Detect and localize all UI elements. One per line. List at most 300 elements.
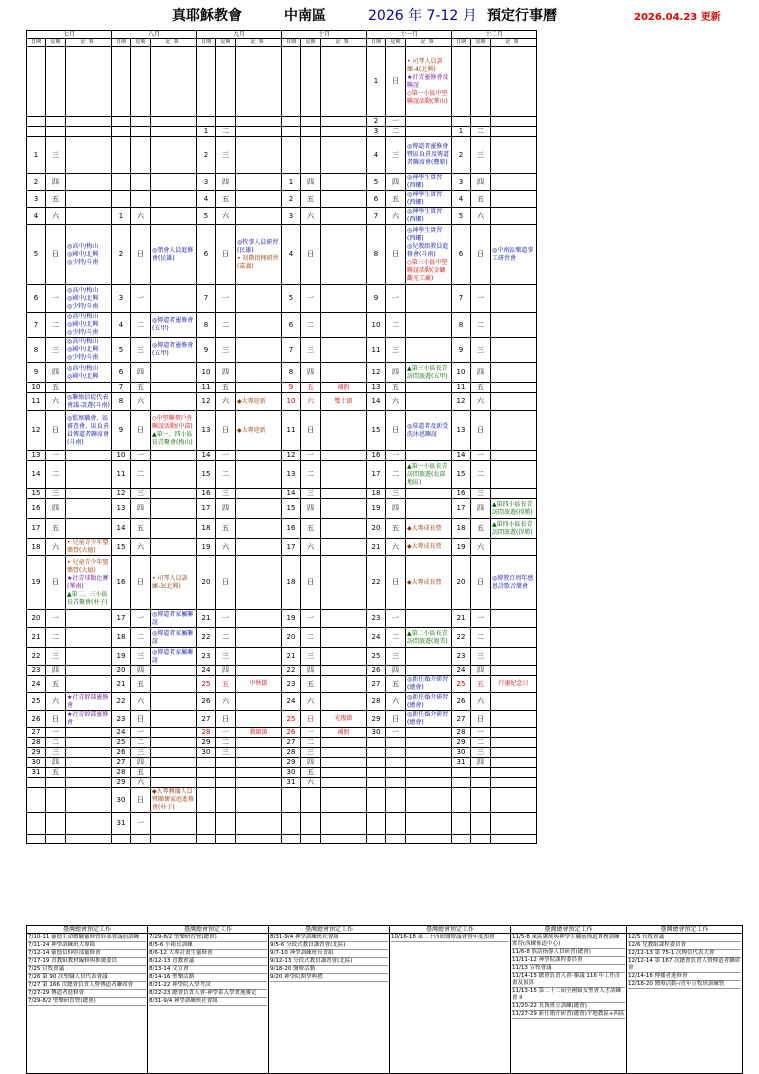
day-number: 8 [197,313,216,338]
day-number: 1 [282,174,301,191]
weekday: 五 [216,383,236,393]
day-number [27,117,46,127]
day-number: 16 [197,489,216,499]
day-number: 18 [197,519,216,539]
weekday [471,835,491,844]
day-number: 20 [197,556,216,610]
weekday: 二 [216,313,236,338]
event-cell [406,47,452,117]
weekday: 日 [46,225,66,285]
calendar-row [27,127,537,137]
schedule-item: 8/6-12 大專計畫生靈修會 [149,950,267,958]
day-number: 13 [112,499,131,519]
event-item: • 司琴人員訓練-4(北興) [407,57,443,73]
day-number: 20 [452,556,471,610]
event-cell [151,208,197,225]
schedule-item: 11/5-8 東區盧純與神學生職前佈道實務訓練實習(西螺佈道中心) [512,934,625,949]
day-number: 28 [27,738,46,748]
weekday: 六 [471,208,491,225]
event-cell [236,788,282,813]
weekday-column-header: 星期 [301,39,321,47]
event-item: ◎神學生實習(西螺) [407,208,443,223]
weekday: 三 [131,489,151,499]
event-cell [151,137,197,174]
event-cell [236,499,282,519]
event-cell [66,748,112,758]
day-number: 8 [27,338,46,363]
weekday: 二 [386,127,406,137]
events-column-header: 記事 [321,39,367,47]
day-number: 30 [367,728,386,738]
weekday [46,117,66,127]
event-cell [406,648,452,666]
event-cell [66,411,112,451]
day-number: 5 [27,225,46,285]
day-number: 29 [112,778,131,788]
weekday [301,813,321,835]
day-number [112,191,131,208]
event-cell [66,628,112,648]
schedule-item: 11/13 宣牧會議 [512,965,625,973]
day-number: 7 [197,285,216,313]
day-number: 9 [452,338,471,363]
event-cell [406,499,452,519]
day-number: 22 [27,648,46,666]
weekday [386,758,406,768]
schedule-item: 8/13-14 文宣會 [149,966,267,974]
day-number: 29 [452,738,471,748]
day-number: 12 [452,393,471,411]
day-number: 20 [367,519,386,539]
calendar-row [27,813,537,835]
day-number [367,778,386,788]
event-cell [406,225,452,285]
event-cell [406,835,452,844]
event-cell [151,676,197,693]
event-item: ◎神學生實習(西螺) [407,174,443,189]
day-number: 9 [367,285,386,313]
day-number: 10 [367,313,386,338]
event-cell [491,676,537,693]
schedule-column [511,934,627,1074]
event-cell [236,768,282,778]
day-number: 8 [367,225,386,285]
day-number: 4 [112,313,131,338]
event-item: ◎新任婚介研習(總會) [407,693,449,709]
day-number: 23 [282,676,301,693]
event-cell [491,208,537,225]
event-cell [151,788,197,813]
day-number: 21 [367,539,386,556]
day-number [452,813,471,835]
day-number: 13 [282,461,301,489]
event-cell [321,610,367,628]
event-item: ▲第一、四小區長青聚會(梅山) [152,430,193,446]
event-cell [321,461,367,489]
weekday: 六 [471,539,491,556]
weekday: 二 [301,738,321,748]
day-number: 4 [197,191,216,208]
event-cell [236,648,282,666]
day-number: 26 [282,728,301,738]
weekday: 一 [46,451,66,461]
calendar-table [26,30,537,844]
schedule-item: 11/11-12 神學院課程委員會 [512,957,625,965]
event-item: • 兒童青少年聖樂營(大德) [67,539,109,554]
day-number [27,788,46,813]
schedule-heading: 臺灣總會預定工作 [269,926,390,934]
weekday: 一 [216,285,236,313]
weekday: 二 [216,738,236,748]
weekday: 三 [46,489,66,499]
calendar-row [27,461,537,489]
calendar-row [27,313,537,338]
day-number [112,117,131,127]
calendar-row [27,451,537,461]
weekday [216,788,236,813]
weekday: 二 [301,313,321,338]
calendar-row [27,711,537,728]
weekday: 二 [386,461,406,489]
event-cell [491,461,537,489]
weekday: 二 [216,127,236,137]
event-cell [406,411,452,451]
event-cell [406,610,452,628]
weekday [216,835,236,844]
day-number: 30 [452,748,471,758]
schedule-item: 12/6 兒教組課程委員會 [628,942,741,950]
event-item: 補假 [337,383,350,391]
schedule-item: 8/21-22 神學院入學考試 [149,982,267,990]
event-cell [491,489,537,499]
day-number: 28 [452,728,471,738]
weekday: 三 [301,489,321,499]
event-item: 雙十節 [334,397,353,405]
day-number: 28 [112,768,131,778]
event-cell [66,778,112,788]
calendar-row [27,676,537,693]
event-cell [406,728,452,738]
event-item: ◎少特/斗南 [67,258,99,266]
weekday: 四 [131,499,151,519]
event-cell [321,338,367,363]
weekday: 四 [216,363,236,383]
schedule-heading: 臺灣總會預定工作 [511,926,627,934]
date-column-header: 日期 [197,39,216,47]
event-cell [491,285,537,313]
day-number: 27 [367,676,386,693]
event-cell [66,285,112,313]
weekday: 日 [386,711,406,728]
weekday: 三 [386,489,406,499]
event-cell [491,628,537,648]
day-number: 2 [197,137,216,174]
event-cell [491,499,537,519]
weekday: 三 [46,137,66,174]
event-cell [66,556,112,610]
schedule-item: 7/10-11 靈德生命體驗靈修營幹部會議前訓練 [28,934,146,942]
schedule-item: 11/14-15 總會負責人會-審議 116 年工作計畫及預算 [512,973,625,988]
schedule-item: 9/18-20 醫療活動 [270,966,388,974]
weekday: 四 [216,499,236,519]
event-item: ▲第四小區長青訪問旅遊(得勝) [492,520,533,536]
day-number: 15 [452,461,471,489]
day-number: 2 [452,137,471,174]
weekday [386,835,406,844]
event-cell [491,556,537,610]
calendar-row [27,835,537,844]
event-item: ◎牧事人員研習(民雄) [237,238,279,254]
weekday: 六 [301,393,321,411]
weekday: 日 [216,411,236,451]
day-number [282,117,301,127]
event-cell [491,191,537,208]
calendar-row [27,666,537,676]
event-cell [406,363,452,383]
weekday: 六 [386,693,406,711]
calendar-row [27,693,537,711]
weekday: 一 [131,451,151,461]
weekday: 六 [301,539,321,556]
month-header: 七月 [27,31,112,39]
event-cell [66,313,112,338]
event-cell [151,728,197,738]
weekday: 五 [386,191,406,208]
event-cell [66,363,112,383]
event-cell [66,451,112,461]
event-cell [491,363,537,383]
weekday: 五 [46,191,66,208]
event-cell [321,676,367,693]
event-cell [151,285,197,313]
day-number: 23 [27,666,46,676]
weekday: 五 [471,191,491,208]
event-cell [151,539,197,556]
event-cell [66,393,112,411]
day-number: 3 [282,208,301,225]
event-item: ▲第一小區長青訪問旅遊(北部地區) [407,462,448,486]
weekday: 三 [471,489,491,499]
event-cell [151,666,197,676]
day-number: 3 [27,191,46,208]
day-number: 16 [27,499,46,519]
event-cell [321,225,367,285]
event-item: ◆大專成長營 [407,524,442,532]
day-number: 19 [197,539,216,556]
day-number: 15 [197,461,216,489]
event-cell [236,461,282,489]
day-number [452,117,471,127]
weekday: 四 [301,363,321,383]
event-cell [236,451,282,461]
day-number: 11 [452,383,471,393]
day-number: 28 [367,693,386,711]
weekday: 一 [301,451,321,461]
event-cell [151,758,197,768]
schedule-item: 8/31-9/4 神學訓練班社會組 [270,934,388,942]
event-cell [236,693,282,711]
weekday [131,174,151,191]
day-number: 25 [112,738,131,748]
day-number: 10 [27,383,46,393]
day-number: 19 [367,499,386,519]
event-cell [491,137,537,174]
day-number: 4 [282,225,301,285]
day-number: 15 [367,411,386,451]
schedule-item: 9/20 神學院開學典禮 [270,974,388,982]
event-cell [491,788,537,813]
event-item: ◎國中/北興 [67,294,99,302]
events-column-header: 記事 [236,39,282,47]
day-number [197,835,216,844]
schedule-item: 8/12-13 青教會議 [149,958,267,966]
weekday: 日 [301,711,321,728]
event-cell [406,666,452,676]
weekday: 四 [471,666,491,676]
event-cell [321,117,367,127]
day-number: 21 [197,610,216,628]
weekday: 一 [216,451,236,461]
day-number: 26 [367,666,386,676]
weekday: 日 [386,225,406,285]
weekday: 六 [131,539,151,556]
day-number: 28 [197,728,216,738]
weekday: 四 [46,499,66,519]
schedule-item: 12/12-14 第 167 次總會負責人暨傳道者聯席會 [628,958,741,971]
event-cell [406,778,452,788]
weekday: 三 [216,489,236,499]
event-item: 中秋節 [249,680,268,687]
event-item: ▲第二小區長青訪問旅遊(迦美) [407,629,448,645]
day-number: 23 [367,610,386,628]
calendar-row [27,556,537,610]
day-number: 20 [112,666,131,676]
day-number: 6 [367,191,386,208]
day-number: 23 [112,711,131,728]
weekday: 二 [216,461,236,489]
weekday-column-header: 星期 [216,39,236,47]
weekday: 三 [46,648,66,666]
schedule-item: 11/13-15 第二十二屆全國婦女聖會人才訓練會 II [512,988,625,1003]
day-number: 6 [112,363,131,383]
event-cell [151,393,197,411]
weekday: 日 [216,225,236,285]
event-cell [236,208,282,225]
event-cell [66,610,112,628]
day-number: 10 [452,363,471,383]
weekday: 二 [301,461,321,489]
weekday: 日 [471,556,491,610]
event-cell [66,728,112,738]
weekday [471,813,491,835]
event-item: ◎神學生實習(西螺) [407,191,443,206]
weekday: 五 [471,519,491,539]
day-number: 7 [452,285,471,313]
day-number [452,768,471,778]
event-cell [151,556,197,610]
event-cell [406,813,452,835]
event-cell [321,127,367,137]
calendar-row [27,728,537,738]
event-cell [406,191,452,208]
event-item: 補假 [337,728,350,736]
weekday: 日 [386,556,406,610]
event-cell [236,758,282,768]
event-cell [236,191,282,208]
event-cell [321,728,367,738]
day-number: 8 [282,363,301,383]
weekday: 六 [216,539,236,556]
weekday [386,738,406,748]
weekday [386,768,406,778]
day-number [452,835,471,844]
weekday [216,813,236,835]
day-number: 14 [367,393,386,411]
event-cell [151,693,197,711]
schedule-item: 9/7-10 神學訓練班長青組 [270,950,388,958]
event-cell [151,225,197,285]
event-cell [236,813,282,835]
event-cell [151,610,197,628]
weekday: 四 [386,499,406,519]
weekday: 六 [301,693,321,711]
event-cell [321,628,367,648]
event-item: ◎慕道者及新受洗沐恩聯誼 [407,422,449,438]
day-number: 19 [282,610,301,628]
month-header: 十月 [282,31,367,39]
day-number: 5 [112,338,131,363]
event-cell [321,813,367,835]
day-number: 27 [197,711,216,728]
weekday: 三 [216,137,236,174]
day-number: 4 [367,137,386,174]
event-item: ◎傳道者靈修會暨區負責及傳道者聯席會(豐原) [407,143,450,166]
weekday: 一 [46,285,66,313]
day-number: 15 [282,499,301,519]
weekday: 一 [131,285,151,313]
weekday: 一 [386,117,406,127]
event-cell [151,411,197,451]
event-item: ◎少特/斗南 [67,329,99,336]
event-cell [236,174,282,191]
event-cell [321,47,367,117]
month-header: 十一月 [367,31,452,39]
weekday: 三 [386,137,406,174]
day-number: 20 [27,610,46,628]
event-item: 行憲紀念日 [498,680,529,687]
weekday: 四 [386,174,406,191]
event-cell [236,835,282,844]
event-cell [321,693,367,711]
day-number [197,788,216,813]
weekday [216,768,236,778]
day-number: 15 [112,539,131,556]
day-number: 9 [197,338,216,363]
event-item: ◎傳道者家屬聯誼 [152,648,194,664]
day-number: 3 [367,127,386,137]
event-cell [321,411,367,451]
events-column-header: 記事 [406,39,452,47]
weekday: 日 [131,711,151,728]
event-cell [406,383,452,393]
event-cell [406,461,452,489]
day-number: 26 [112,748,131,758]
event-cell [151,519,197,539]
day-number: 1 [112,208,131,225]
event-item: ◎中南區樂道事工研習會 [492,246,534,262]
event-cell [151,338,197,363]
day-number: 11 [112,461,131,489]
